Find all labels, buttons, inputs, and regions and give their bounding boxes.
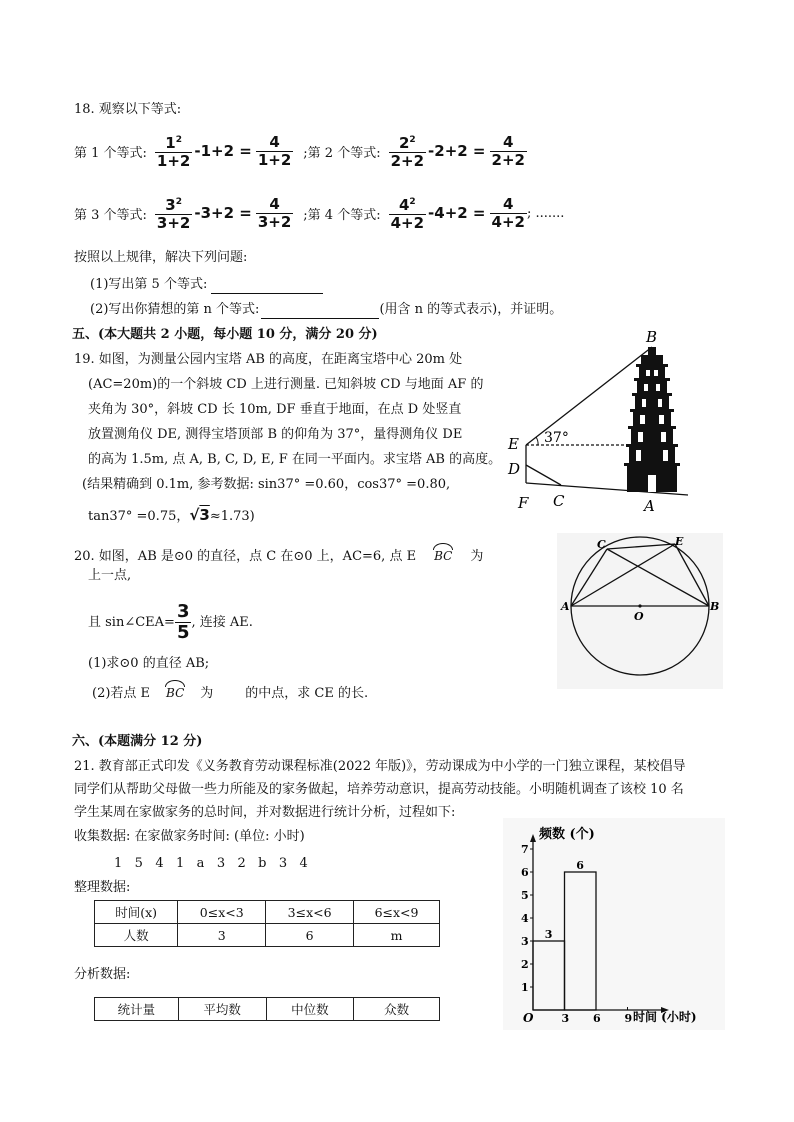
x-tick-label: 3 xyxy=(561,1012,570,1025)
eq4-mid: -4+2 = xyxy=(428,204,486,222)
q21-line2: 同学们从帮助父母做一些力所能及的家务做起，培养劳动意识，提高劳动技能。小明随机调查了该校 10 名 xyxy=(74,782,684,797)
bar-value-label: 3 xyxy=(544,928,553,941)
eq1-right-fraction: $\frac{4}{1+2}$ xyxy=(257,132,292,169)
eq3-mid: -3+2 = xyxy=(194,204,252,222)
frequency-table xyxy=(94,900,440,947)
x-tick-label: 6 xyxy=(593,1012,601,1025)
q18-instruction: 按照以上规律，解决下列问题: xyxy=(74,250,248,265)
label-C: C xyxy=(553,492,565,510)
q18-part1: (1)写出第 5 个等式: xyxy=(90,276,323,294)
label-E: E xyxy=(508,435,519,453)
section5-header: 五、(本大题共 2 小题，每小题 10 分，满分 20 分) xyxy=(72,327,378,342)
angle-label: 37° xyxy=(544,430,569,446)
statistics-table xyxy=(94,997,440,1021)
table-row xyxy=(95,901,440,924)
y-tick-label: 5 xyxy=(521,889,529,902)
label-A: A xyxy=(561,600,570,613)
label-D: D xyxy=(508,460,521,478)
label-C: C xyxy=(597,538,606,551)
eq3-left-fraction: $\frac{3^2}{3+2}$ xyxy=(156,196,191,232)
arc-bc: BC xyxy=(434,543,452,565)
q19-line5: 的高为 1.5m, 点 A, B, C, D, E, F 在同一平面内。求宝塔 AB 的高度。 xyxy=(88,452,502,467)
table-cell: 3 xyxy=(178,924,266,947)
label-A: A xyxy=(644,497,655,515)
y-tick-label: 1 xyxy=(521,981,529,994)
section6-header: 六、(本题满分 12 分) xyxy=(72,734,203,749)
sin-fraction: $\frac{3}{5}$ xyxy=(176,601,190,643)
table-cell: 众数 xyxy=(354,998,440,1021)
q21-organize: 整理数据: xyxy=(74,880,131,895)
label-F: F xyxy=(518,494,529,512)
eq4-right-fraction: $\frac{4}{4+2}$ xyxy=(491,194,525,231)
q20-part1: (1)求⊙0 的直径 AB; xyxy=(88,656,210,671)
q20-part2: (2)若点 E BC 为 的中点，求 CE 的长. xyxy=(92,680,368,703)
table-cell: 人数 xyxy=(95,924,178,947)
eq2-label: ;第 2 个等式: xyxy=(303,145,381,161)
y-tick-label: 3 xyxy=(521,935,529,948)
q20-line3: 且 sin∠CEA= $\frac{3}{5}$ , 连接 AE. xyxy=(88,601,253,643)
q18-intro: 18. 观察以下等式: xyxy=(74,102,182,117)
q19-line3: 夹角为 30°，斜坡 CD 长 10m, DF 垂直于地面，在点 D 处竖直 xyxy=(88,402,462,417)
x-axis-label: 时间 (小时) xyxy=(633,1010,697,1024)
bar-value-label: 6 xyxy=(576,859,584,872)
table-cell: 中位数 xyxy=(266,998,354,1021)
eq4-label: ;第 4 个等式: xyxy=(303,207,381,223)
q21-line1: 21. 教育部正式印发《义务教育劳动课程标准(2022 年版)》，劳动课成为中小学的一门独立课程，某校倡导 xyxy=(74,759,686,774)
histogram-chart xyxy=(503,818,725,1030)
eq1-label: 第 1 个等式: xyxy=(74,145,147,161)
y-tick-label: 4 xyxy=(521,912,529,925)
eq1-mid: -1+2 = xyxy=(194,142,252,160)
q20-line1: 20. 如图，AB 是⊙0 的直径，点 C 在⊙0 上，AC=6, 点 E BC 为 xyxy=(74,543,483,566)
eq1-left-fraction: $\frac{1^2}{1+2}$ xyxy=(156,134,191,170)
eq2-mid: -2+2 = xyxy=(428,142,486,160)
q18-part2: (2)写出你猜想的第 n 个等式: (用含 n 的等式表示)，并证明。 xyxy=(90,302,563,317)
origin-label: O xyxy=(523,1011,534,1025)
answer-blank-1[interactable] xyxy=(211,279,323,294)
q19-line7: tan37° =0.75，√3≈1.73) xyxy=(88,506,255,524)
q19-line1: 19. 如图，为测量公园内宝塔 AB 的高度，在距离宝塔中心 20m 处 xyxy=(74,352,463,367)
eq4-left-fraction: $\frac{4^2}{4+2}$ xyxy=(390,196,425,232)
table-cell: 3≤x<6 xyxy=(266,901,354,924)
q19-line2: (AC=20m)的一个斜坡 CD 上进行测量. 已知斜坡 CD 与地面 AF 的 xyxy=(88,377,484,392)
table-cell: 0≤x<3 xyxy=(178,901,266,924)
q21-data-row: 1 5 4 1 a 3 2 b 3 4 xyxy=(114,856,308,871)
table-row xyxy=(95,924,440,947)
table-cell: 平均数 xyxy=(178,998,266,1021)
arc-bc-2: BC xyxy=(166,680,184,702)
q19-line6: (结果精确到 0.1m, 参考数据: sin37° =0.60，cos37° =0.80, xyxy=(82,477,451,492)
eq-ellipsis: ; ....... xyxy=(526,205,565,221)
table-cell: 6≤x<9 xyxy=(354,901,440,924)
label-B: B xyxy=(646,328,658,346)
x-tick-label: 9 xyxy=(624,1012,633,1025)
y-axis-label: 频数 (个) xyxy=(539,827,595,842)
label-B: B xyxy=(710,600,720,613)
y-tick-label: 2 xyxy=(521,958,529,971)
q21-analyze: 分析数据: xyxy=(74,967,131,982)
pagoda-icon xyxy=(624,347,680,492)
q21-line3: 学生某周在家做家务的总时间，并对数据进行统计分析，过程如下: xyxy=(74,805,456,820)
pagoda-figure xyxy=(498,325,698,515)
q21-collect: 收集数据: 在家做家务时间: (单位: 小时) xyxy=(74,829,305,844)
q18-row1 xyxy=(74,132,527,170)
eq3-right-fraction: $\frac{4}{3+2}$ xyxy=(257,194,292,231)
label-O: O xyxy=(634,610,644,623)
y-tick-label: 6 xyxy=(521,866,529,879)
eq3-label: 第 3 个等式: xyxy=(74,207,147,223)
q18-row2 xyxy=(74,194,564,232)
label-E: E xyxy=(675,535,684,548)
y-tick-label: 7 xyxy=(521,843,529,856)
eq2-right-fraction: $\frac{4}{2+2}$ xyxy=(491,132,525,169)
circle-figure xyxy=(557,533,723,689)
answer-blank-2[interactable] xyxy=(261,304,379,319)
eq2-left-fraction: $\frac{2^2}{2+2}$ xyxy=(390,134,425,170)
q19-line4: 放置测角仪 DE, 测得宝塔顶部 B 的仰角为 37°，量得测角仪 DE xyxy=(88,427,463,442)
table-cell: 时间(x) xyxy=(95,901,178,924)
table-cell: m xyxy=(354,924,440,947)
q20-line2: 上一点, xyxy=(88,568,132,583)
table-row xyxy=(95,998,440,1021)
table-cell: 统计量 xyxy=(95,998,179,1021)
table-cell: 6 xyxy=(266,924,354,947)
